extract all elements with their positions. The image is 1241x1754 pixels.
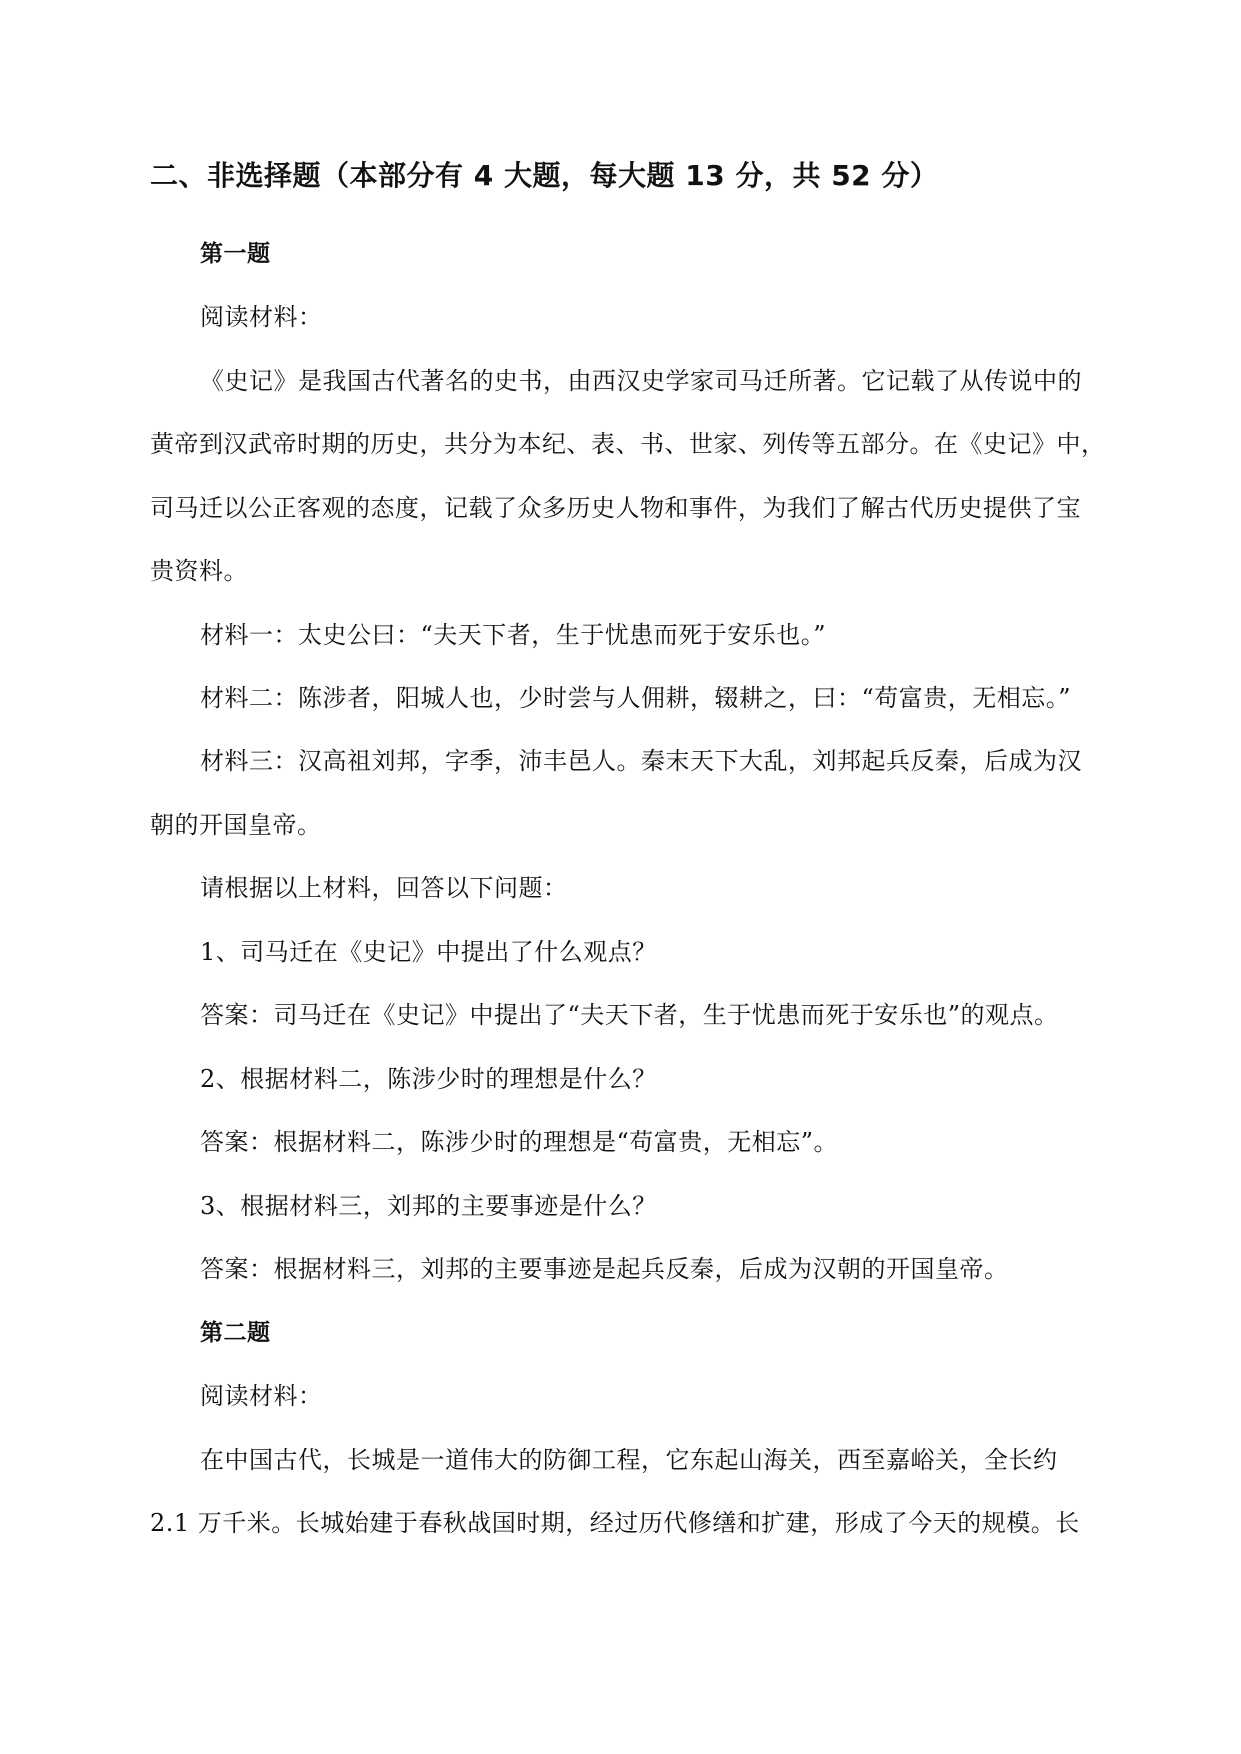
question-1-title: 第一题 (200, 241, 271, 267)
sub-question-2: 2、根据材料二，陈涉少时的理想是什么？ (200, 1065, 657, 1093)
material-2: 材料二：陈涉者，阳城人也，少时尝与人佣耕，辍耕之，曰：“苟富贵，无相忘。” (200, 684, 1072, 712)
intro-paragraph-line: 《史记》是我国古代著名的史书，由西汉史学家司马迁所著。它记载了从传说中的 (200, 367, 1082, 395)
read-material-label: 阅读材料： (200, 1382, 323, 1410)
material-3-line: 材料三：汉高祖刘邦，字季，沛丰邑人。秦末天下大乱，刘邦起兵反秦，后成为汉 (200, 747, 1082, 775)
intro-paragraph-line: 贵资料。 (150, 557, 248, 585)
question-prompt: 请根据以上材料，回答以下问题： (200, 874, 568, 902)
answer-1: 答案：司马迁在《史记》中提出了“夫天下者，生于忧患而死于安乐也”的观点。 (200, 1001, 1059, 1029)
intro-paragraph-line: 司马迁以公正客观的态度，记载了众多历史人物和事件，为我们了解古代历史提供了宝 (150, 494, 1081, 522)
section-heading: 二、非选择题（本部分有 4 大题，每大题 13 分，共 52 分） (150, 159, 939, 192)
intro-paragraph-line: 在中国古代，长城是一道伟大的防御工程，它东起山海关，西至嘉峪关，全长约 (200, 1446, 1058, 1474)
sub-question-1: 1、司马迁在《史记》中提出了什么观点？ (200, 938, 657, 966)
answer-2: 答案：根据材料二，陈涉少时的理想是“苟富贵，无相忘”。 (200, 1128, 839, 1156)
material-1: 材料一：太史公曰：“夫天下者，生于忧患而死于安乐也。” (200, 621, 827, 649)
intro-paragraph-line: 2.1 万千米。长城始建于春秋战国时期，经过历代修缮和扩建，形成了今天的规模。长 (150, 1509, 1080, 1537)
sub-question-3: 3、根据材料三，刘邦的主要事迹是什么？ (200, 1192, 657, 1220)
question-2-title: 第二题 (200, 1320, 271, 1346)
intro-paragraph-line: 黄帝到汉武帝时期的历史，共分为本纪、表、书、世家、列传等五部分。在《史记》中， (150, 430, 1106, 458)
read-material-label: 阅读材料： (200, 303, 323, 331)
material-3-line: 朝的开国皇帝。 (150, 811, 322, 839)
answer-3: 答案：根据材料三，刘邦的主要事迹是起兵反秦，后成为汉朝的开国皇帝。 (200, 1255, 1009, 1283)
